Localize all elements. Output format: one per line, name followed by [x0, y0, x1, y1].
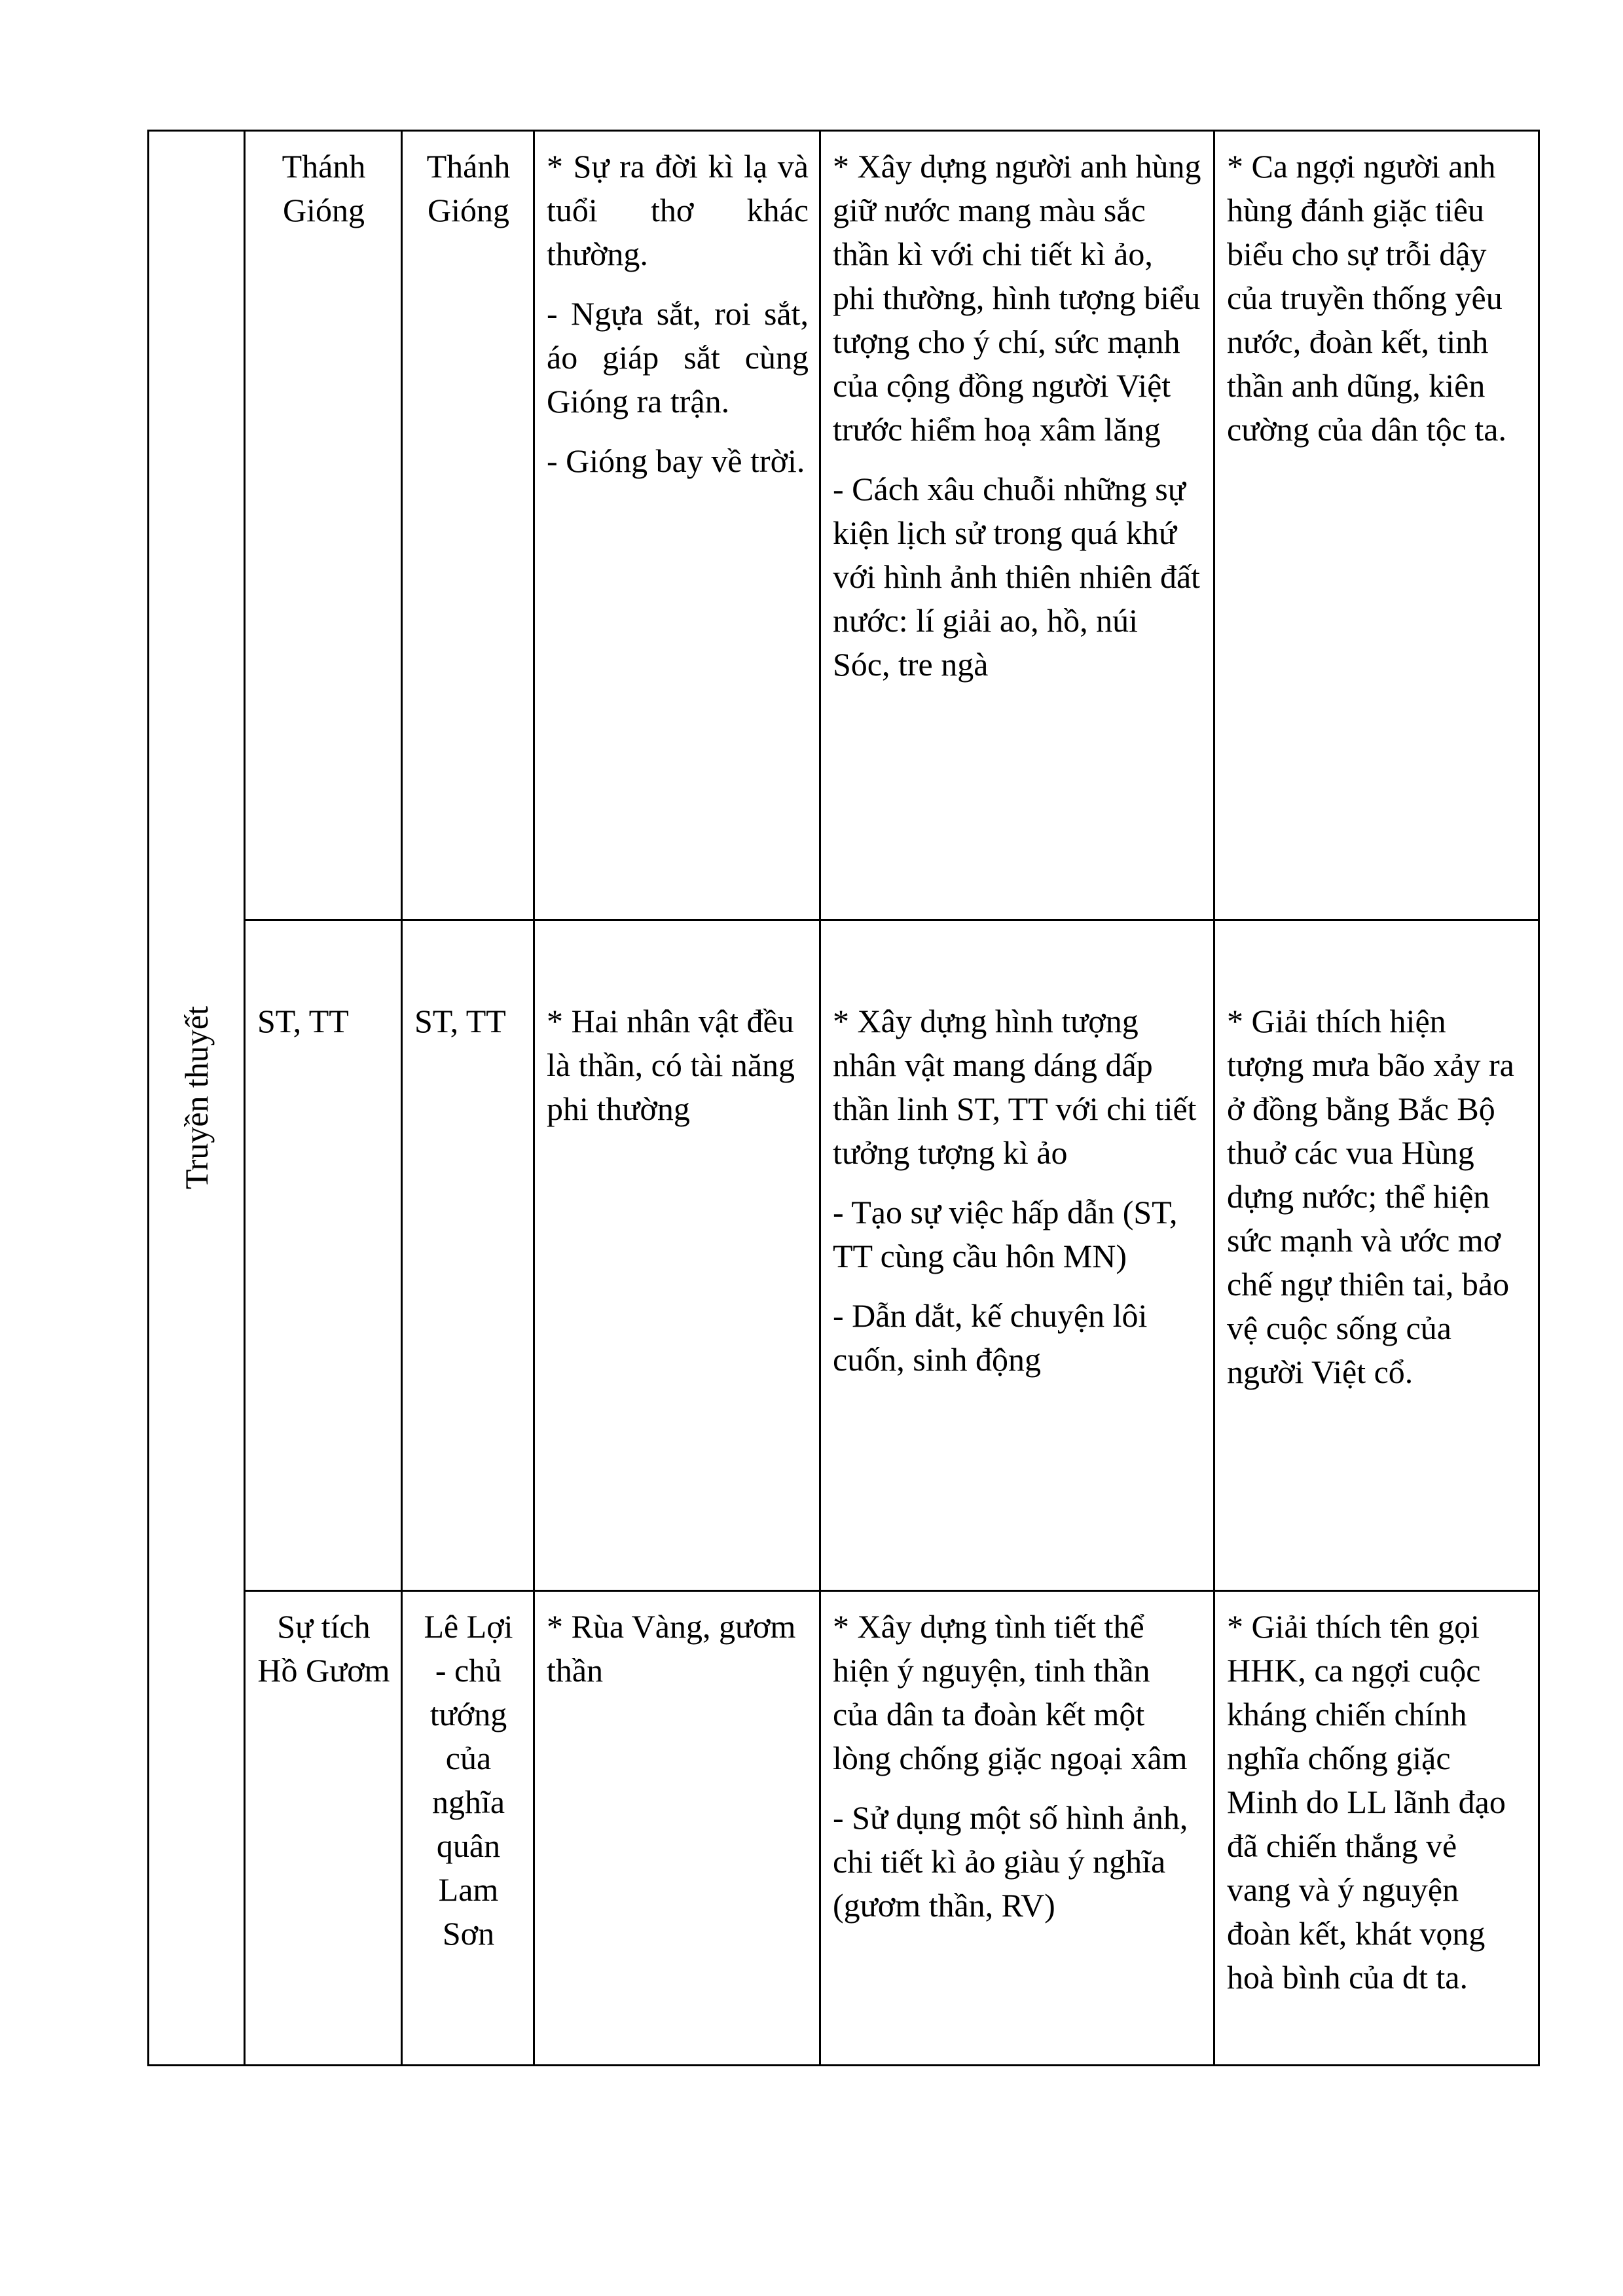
- character-cell: ST, TT: [402, 920, 534, 1591]
- events-cell: [534, 131, 820, 920]
- art-paragraph: * Xây dựng tình tiết thể hiện ý nguyện, tinh thần của dân ta đoàn kết một lòng chống giặc ngoại xâm: [833, 1608, 1188, 1776]
- events-paragraph: * Hai nhân vật đều là thần, có tài năng phi thường: [547, 1003, 795, 1127]
- art-paragraph: * Xây dựng người anh hùng giữ nước mang màu sắc thần kì với chi tiết kì ảo, phi thường, hình tượng biểu tượng cho ý chí, sức mạnh của cộng đồng người Việt trước hiểm hoạ xâm lăng: [833, 148, 1201, 448]
- art-paragraph: - Cách xâu chuỗi những sự kiện lịch sử trong quá khứ với hình ảnh thiên nhiên đất nước: lí giải ao, hồ, núi Sóc, tre ngà: [833, 471, 1201, 683]
- meaning-paragraph: * Giải thích tên gọi HHK, ca ngợi cuộc kháng chiến chính nghĩa chống giặc Minh do LL lãnh đạo đã chiến thắng vẻ vang và ý nguyện đoàn kết, khát vọng hoà bình của dt ta.: [1227, 1608, 1506, 1996]
- meaning-paragraph: * Giải thích hiện tượng mưa bão xảy ra ở đồng bằng Bắc Bộ thuở các vua Hùng dựng nước; thể hiện sức mạnh và ước mơ chế ngự thiên tai, bảo vệ cuộc sống của người Việt cổ.: [1227, 1003, 1514, 1390]
- meaning-paragraph: * Ca ngợi người anh hùng đánh giặc tiêu biểu cho sự trỗi dậy của truyền thống yêu nước, đoàn kết, tinh thần anh dũng, kiên cường của dân tộc ta.: [1227, 148, 1506, 448]
- table-row: [149, 1591, 1539, 2066]
- meaning-cell: [1214, 920, 1539, 1591]
- events-cell: [534, 920, 820, 1591]
- meaning-cell: [1214, 1591, 1539, 2066]
- art-cell: [820, 920, 1214, 1591]
- work-title-cell: Thánh Gióng: [245, 131, 402, 920]
- events-paragraph: * Rùa Vàng, gươm thần: [547, 1608, 796, 1689]
- art-paragraph: - Sử dụng một số hình ảnh, chi tiết kì ảo giàu ý nghĩa (gươm thần, RV): [833, 1799, 1188, 1924]
- genre-cell: [149, 131, 245, 2066]
- events-paragraph: - Gióng bay về trời.: [547, 442, 805, 479]
- character-cell: Lê Lợi - chủ tướng của nghĩa quân Lam Sơn: [402, 1591, 534, 2066]
- art-paragraph: * Xây dựng hình tượng nhân vật mang dáng dấp thần linh ST, TT với chi tiết tưởng tượng kì ảo: [833, 1003, 1197, 1171]
- meaning-cell: [1214, 131, 1539, 920]
- literature-summary-table: [147, 130, 1540, 2066]
- events-paragraph: * Sự ra đời kì lạ và tuổi thơ khác thường.: [547, 148, 809, 272]
- art-paragraph: - Tạo sự việc hấp dẫn (ST, TT cùng cầu hôn MN): [833, 1194, 1178, 1274]
- character-cell: Thánh Gióng: [402, 131, 534, 920]
- art-cell: [820, 1591, 1214, 2066]
- events-paragraph: - Ngựa sắt, roi sắt, áo giáp sắt cùng Gióng ra trận.: [547, 295, 809, 420]
- art-cell: [820, 131, 1214, 920]
- work-title-cell: ST, TT: [245, 920, 402, 1591]
- art-paragraph: - Dẫn dắt, kế chuyện lôi cuốn, sinh động: [833, 1297, 1148, 1378]
- table-row: [149, 920, 1539, 1591]
- table-row: [149, 131, 1539, 920]
- genre-label: Truyền thuyết: [177, 1006, 215, 1190]
- events-cell: [534, 1591, 820, 2066]
- work-title-cell: Sự tích Hồ Gươm: [245, 1591, 402, 2066]
